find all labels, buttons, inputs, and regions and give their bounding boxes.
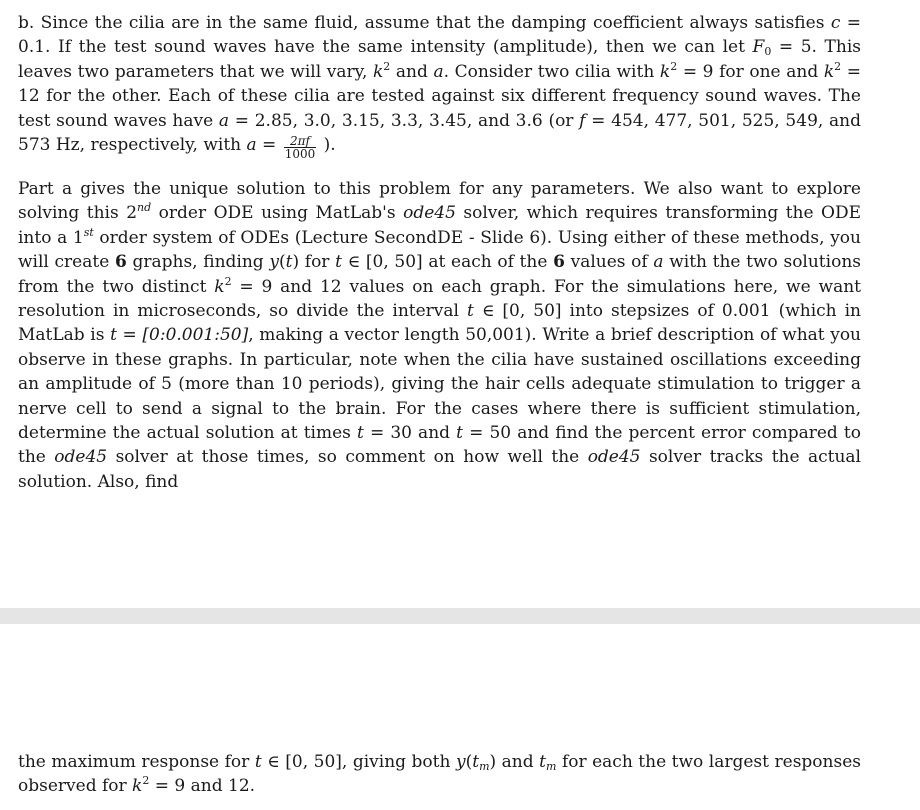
text-segment: ) and <box>489 752 540 772</box>
page-separator <box>0 608 920 624</box>
text-segment: solver tracks the actual solution. Also, find <box>18 447 861 492</box>
text-segment: ∈ [0, 50], giving both <box>261 752 456 772</box>
text-segment: order ODE using MatLab's <box>151 203 404 224</box>
text-segment: ). <box>318 135 336 156</box>
text-segment: = 5. This leaves two parameters that we will vary, <box>18 37 861 82</box>
math-y: y <box>269 252 279 273</box>
text-segment: the maximum response for <box>18 752 255 772</box>
text-segment: graphs, finding <box>126 252 270 273</box>
math-a: a <box>653 252 664 273</box>
math-a: a <box>218 110 230 131</box>
math-k: k <box>214 276 225 297</box>
text-segment: = 454, 477, 501, 525, 549, and 573 Hz, respectively, with <box>18 110 861 156</box>
paragraph-part-b <box>18 11 861 160</box>
superscript-2: 2 <box>834 59 842 73</box>
superscript-2: 2 <box>383 59 391 73</box>
math-t: t <box>456 423 463 444</box>
text-segment: = <box>256 135 282 156</box>
text-segment: for each the two largest responses observed for <box>18 752 861 797</box>
subscript-m: m <box>479 760 490 773</box>
superscript-2: 2 <box>224 274 232 288</box>
text-segment: b. Since the cilia are in the same fluid, assume that the damping coefficient always satisfies <box>18 13 831 33</box>
fraction-denominator: 1000 <box>284 147 316 162</box>
paragraph-continuation <box>18 750 861 799</box>
bold-six: 6 <box>114 252 127 273</box>
ode45-name: ode45 <box>587 447 641 468</box>
math-a: a <box>433 61 444 82</box>
math-k: k <box>823 61 835 82</box>
superscript-2: 2 <box>670 59 678 73</box>
math-t: t <box>472 752 480 772</box>
text-segment: ) for <box>292 252 336 273</box>
text-segment: = 50 and find the percent error compared to the <box>18 423 861 468</box>
superscript-2: 2 <box>142 774 150 788</box>
superscript-nd: nd <box>137 201 152 215</box>
text-segment: = 9 and 12 values on each graph. For the simulations here, we want resolution in microseconds, so divide the interval <box>18 276 861 322</box>
math-k: k <box>659 61 671 82</box>
text-segment: = 9 and 12. <box>149 776 256 797</box>
text-segment: = 12 for the other. Each of these cilia are tested against six different frequency sound waves. The test sound waves have <box>18 61 861 131</box>
matlab-code: t = [0:0.001:50] <box>110 325 249 346</box>
text-segment: = 2.85, 3.0, 3.15, 3.3, 3.45, and 3.6 (or <box>229 110 580 131</box>
text-segment: ( <box>465 752 473 772</box>
ode45-name: ode45 <box>403 203 456 224</box>
math-c: c <box>830 13 841 33</box>
math-k: k <box>372 61 384 82</box>
math-t: t <box>254 752 262 772</box>
text-segment: and <box>390 61 434 82</box>
text-segment: with the two solutions from the two distinct <box>18 252 861 297</box>
text-segment: = 0.1. If the test sound waves have the same intensity (amplitude), then we can let <box>18 13 861 58</box>
text-segment: , making a vector length 50,001). Write a brief description of what you observe in these graphs. In particular, note when the cilia have sustained oscillations exceeding an amplitude of 5 (more than 10 periods), giving the hair cells adequate stimulation to trigger a nerve cell to send a signal to the brain. For the cases where there is sufficient stimulation, determine the actual solution at times <box>18 325 862 444</box>
text-segment: = 30 and <box>363 423 457 444</box>
ode45-name: ode45 <box>54 447 108 468</box>
text-segment: solver, which requires transforming the ODE into a 1 <box>18 203 862 248</box>
text-segment: order system of ODEs (Lecture SecondDE - Slide 6). Using either of these methods, you will create <box>18 227 861 273</box>
text-segment: ∈ [0, 50] at each of the <box>341 252 554 273</box>
text-segment: values of <box>564 252 654 273</box>
text-segment: . Consider two cilia with <box>443 61 660 82</box>
math-y: y <box>455 752 466 772</box>
fraction-2pif-over-1000 <box>284 135 317 160</box>
math-F: F <box>752 37 765 58</box>
bold-six: 6 <box>553 252 565 273</box>
subscript-zero: 0 <box>764 45 772 59</box>
math-t: t <box>335 252 342 273</box>
math-t: t <box>357 423 364 444</box>
paragraph-part-a-ode45 <box>18 177 861 494</box>
math-k: k <box>132 776 143 797</box>
fraction-numerator: 2πf <box>284 135 317 148</box>
subscript-m: m <box>545 760 557 773</box>
text-segment: Part a gives the unique solution to this problem for any parameters. We also want to explore solving this 2 <box>18 179 861 224</box>
text-segment: solver at those times, so comment on how well the <box>107 447 588 468</box>
text-segment: ( <box>278 252 286 273</box>
text-segment: ∈ [0, 50] into stepsizes of 0.001 (which in MatLab is <box>18 301 861 346</box>
superscript-st: st <box>83 225 94 239</box>
math-t: t <box>466 301 474 322</box>
math-t: t <box>539 752 546 772</box>
math-a: a <box>246 135 257 156</box>
math-f: f <box>579 110 586 131</box>
math-t: t <box>285 252 293 273</box>
text-segment: = 9 for one and <box>677 61 824 82</box>
